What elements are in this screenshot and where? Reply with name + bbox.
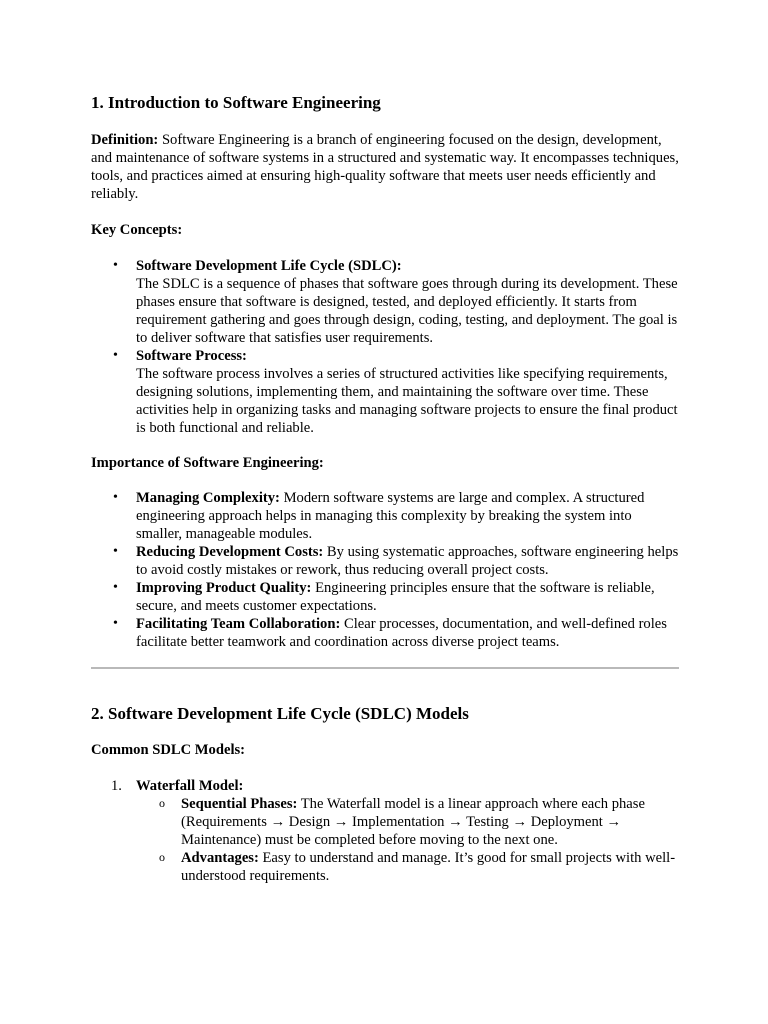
common-models-label: Common SDLC Models: <box>91 742 246 758</box>
list-item <box>91 615 681 651</box>
list-item-title: Sequential Phases: <box>181 796 298 812</box>
bullet-icon: • <box>113 348 118 363</box>
list-item-text: The SDLC is a sequence of phases that software goes through during its development. These phases ensure that software is designed, tested, and deployed efficiently. It starts from requirement gathering and goes through design, coding, testing, and deployment. The goal is to deliver software that satisfies user requirements. <box>136 276 678 346</box>
section-divider <box>91 667 679 669</box>
list-item-title: Software Development Life Cycle (SDLC): <box>136 258 402 274</box>
bullet-icon: • <box>113 544 118 559</box>
key-concepts-label: Key Concepts: <box>91 222 183 238</box>
list-item-text: Clear processes, documentation, and well-defined roles facilitate better teamwork and coordination across diverse project teams. <box>136 616 667 650</box>
key-concepts-list <box>91 257 681 437</box>
definition-label: Definition: <box>91 132 159 148</box>
list-item <box>91 257 681 347</box>
list-item-title: Managing Complexity: <box>136 490 280 506</box>
section-2-heading: 2. Software Development Life Cycle (SDLC) Models <box>91 704 469 723</box>
list-item <box>91 489 681 543</box>
list-item-text: Easy to understand and manage. It’s good for small projects with well-understood requirements. <box>181 850 676 884</box>
bullet-icon: • <box>113 580 118 595</box>
list-item <box>91 579 681 615</box>
list-item-title: Software Process: <box>136 348 247 364</box>
list-item <box>91 543 681 579</box>
list-item-text: The software process involves a series of structured activities like specifying requirements, designing solutions, implementing them, and maintaining the software over time. These activities help in organizing tasks and managing software projects to ensure the final product is both functional and reliable. <box>136 366 678 436</box>
section-1-heading: 1. Introduction to Software Engineering <box>91 93 381 112</box>
list-item-text: By using systematic approaches, software engineering helps to avoid costly mistakes or rework, thus reducing overall project costs. <box>136 544 679 578</box>
importance-label: Importance of Software Engineering: <box>91 455 324 471</box>
importance-list <box>91 489 681 651</box>
list-item-text: Engineering principles ensure that the software is reliable, secure, and meets customer expectations. <box>136 580 655 614</box>
list-item <box>136 795 681 849</box>
circle-bullet-icon: o <box>159 850 165 864</box>
list-item <box>91 347 681 437</box>
bullet-icon: • <box>113 490 118 505</box>
list-item <box>91 777 681 795</box>
list-item-title: Advantages: <box>181 850 259 866</box>
list-item <box>136 849 681 885</box>
list-item-title: Improving Product Quality: <box>136 580 312 596</box>
waterfall-points-list <box>136 795 681 885</box>
bullet-icon: • <box>113 258 118 273</box>
list-item-title: Facilitating Team Collaboration: <box>136 616 341 632</box>
circle-bullet-icon: o <box>159 796 165 810</box>
list-item-text: The Waterfall model is a linear approach where each phase (Requirements → Design → Implementation → Testing → Deployment → Maintenance) must be completed before moving to the next one. <box>181 796 645 848</box>
list-item-text: Modern software systems are large and complex. A structured engineering approach helps in managing this complexity by breaking the system into smaller, manageable modules. <box>136 490 645 542</box>
sdlc-models-list <box>91 777 681 795</box>
list-item-title: Reducing Development Costs: <box>136 544 324 560</box>
definition-text: Software Engineering is a branch of engineering focused on the design, development, and maintenance of software systems in a structured and systematic way. It encompasses techniques, tools, and practices aimed at ensuring high-quality software that meets user needs efficiently and reliably. <box>91 132 679 202</box>
list-number: 1. <box>111 778 122 794</box>
list-item-title: Waterfall Model: <box>136 778 244 794</box>
definition-paragraph <box>91 131 681 203</box>
bullet-icon: • <box>113 616 118 631</box>
